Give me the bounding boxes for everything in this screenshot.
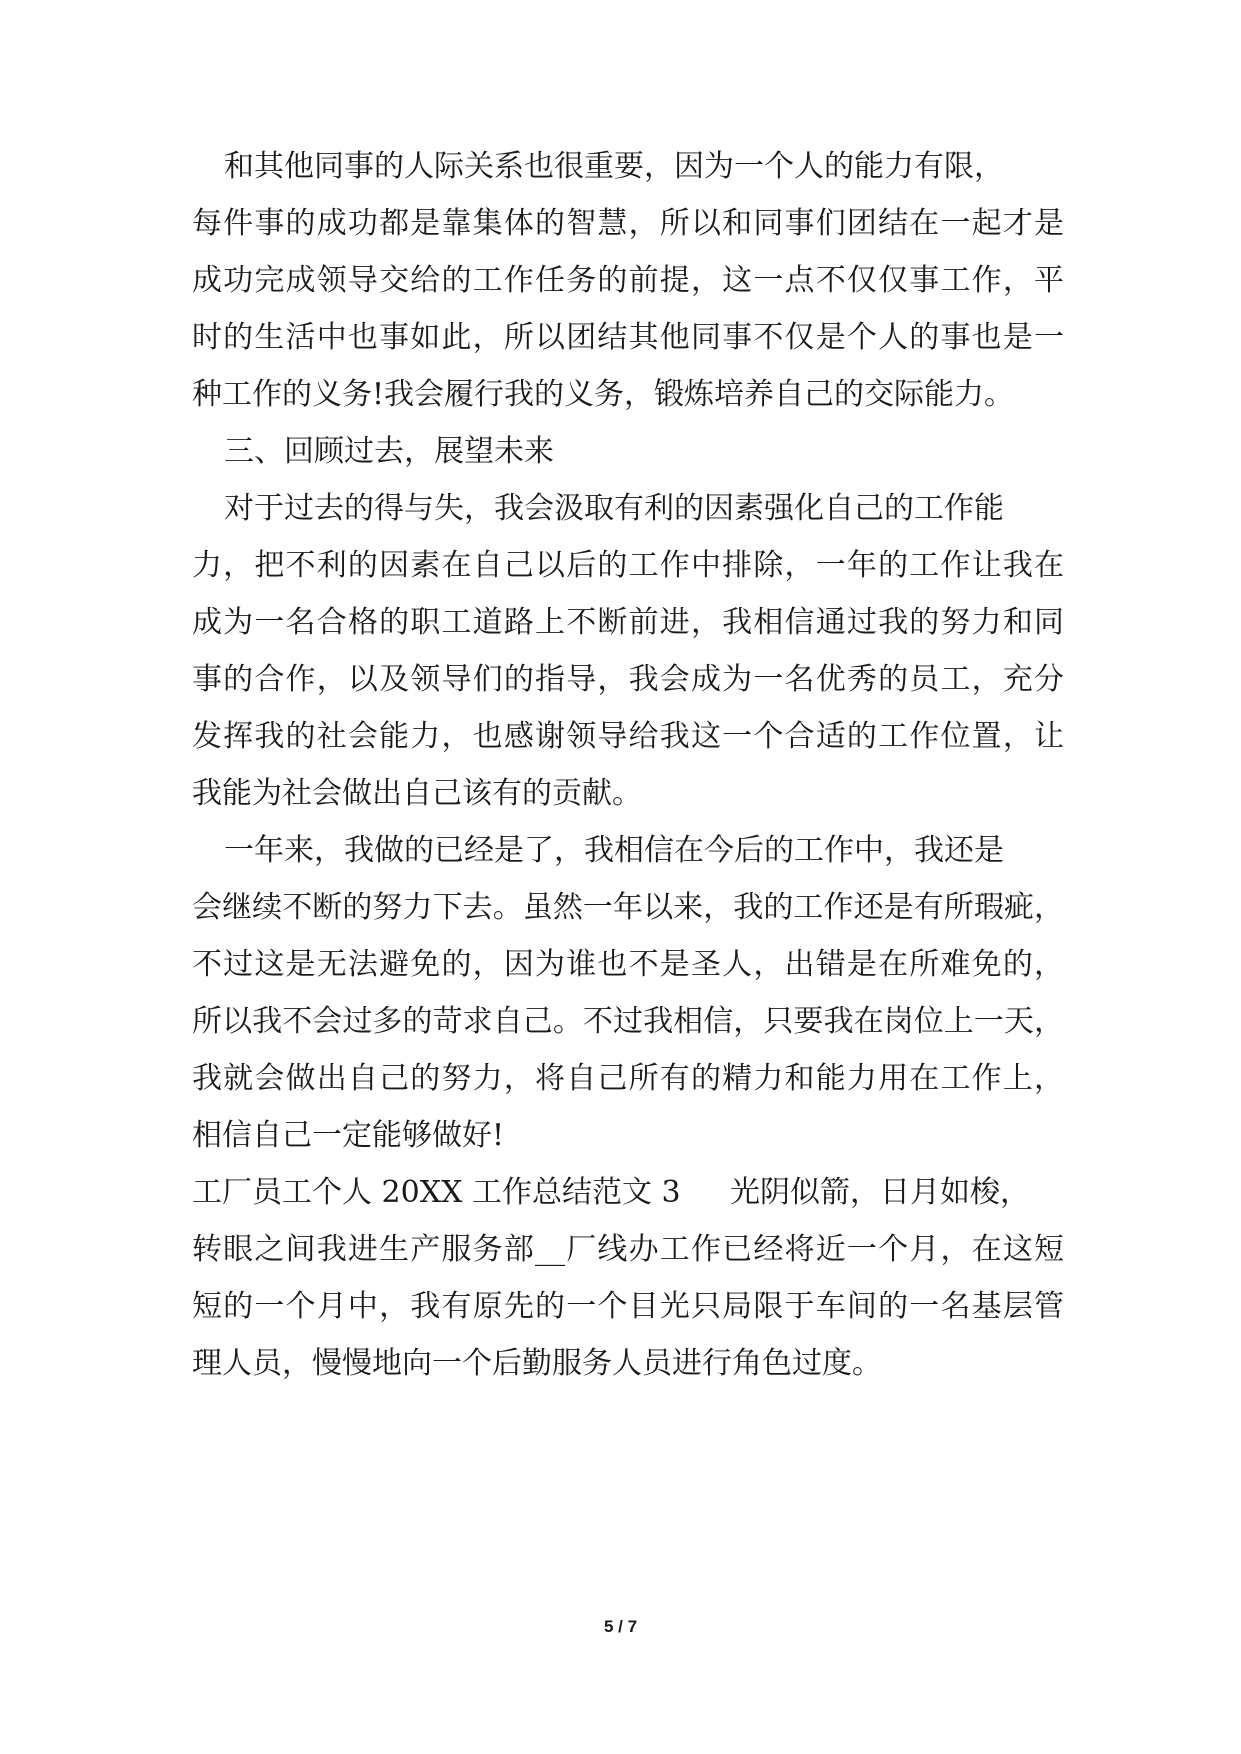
section-lead-text: 光阴似箭，日月如梭， — [730, 1175, 1030, 1210]
paragraph-line: 我就会做出自己的努力，将自己所有的精力和能力用在工作上， — [192, 1061, 1064, 1096]
paragraph-line: 一年来，我做的已经是了，我相信在今后的工作中，我还是 — [224, 833, 1004, 868]
paragraph-line: 转眼之间我进生产服务部__厂线办工作已经将近一个月，在这短 — [192, 1232, 1064, 1267]
paragraph-line: 时的生活中也事如此，所以团结其他同事不仅是个人的事也是一 — [192, 320, 1064, 355]
paragraph-line: 不过这是无法避免的，因为谁也不是圣人，出错是在所难免的， — [192, 947, 1064, 982]
paragraph-line: 事的合作，以及领导们的指导，我会成为一名优秀的员工，充分 — [192, 662, 1064, 697]
paragraph-line: 所以我不会过多的苛求自己。不过我相信，只要我在岗位上一天， — [192, 1004, 1064, 1039]
paragraph-line: 和其他同事的人际关系也很重要，因为一个人的能力有限， — [224, 149, 1004, 184]
paragraph-line: 每件事的成功都是靠集体的智慧，所以和同事们团结在一起才是 — [192, 206, 1064, 241]
paragraph-line: 种工作的义务!我会履行我的义务，锻炼培养自己的交际能力。 — [192, 377, 1015, 412]
paragraph-line: 会继续不断的努力下去。虽然一年以来，我的工作还是有所瑕疵， — [192, 890, 1064, 925]
paragraph-line: 成功完成领导交给的工作任务的前提，这一点不仅仅事工作，平 — [192, 263, 1064, 298]
paragraph-line: 对于过去的得与失，我会汲取有利的因素强化自己的工作能 — [224, 491, 1004, 526]
paragraph-line: 成为一名合格的职工道路上不断前进，我相信通过我的努力和同 — [192, 605, 1064, 640]
paragraph-line: 发挥我的社会能力，也感谢领导给我这一个合适的工作位置，让 — [192, 719, 1064, 754]
paragraph-line: 力，把不利的因素在自己以后的工作中排除，一年的工作让我在 — [192, 548, 1064, 583]
page-number: 5 / 7 — [603, 1617, 638, 1636]
section-title: 工厂员工个人 20XX 工作总结范文 3 — [192, 1175, 681, 1210]
paragraph-line: 理人员，慢慢地向一个后勤服务人员进行角色过度。 — [192, 1346, 882, 1381]
paragraph-line: 我能为社会做出自己该有的贡献。 — [192, 776, 642, 811]
section-heading: 三、回顾过去，展望未来 — [224, 434, 554, 469]
paragraph-line: 相信自己一定能够做好! — [192, 1118, 505, 1153]
paragraph-line: 短的一个月中，我有原先的一个目光只局限于车间的一名基层管 — [192, 1289, 1064, 1324]
